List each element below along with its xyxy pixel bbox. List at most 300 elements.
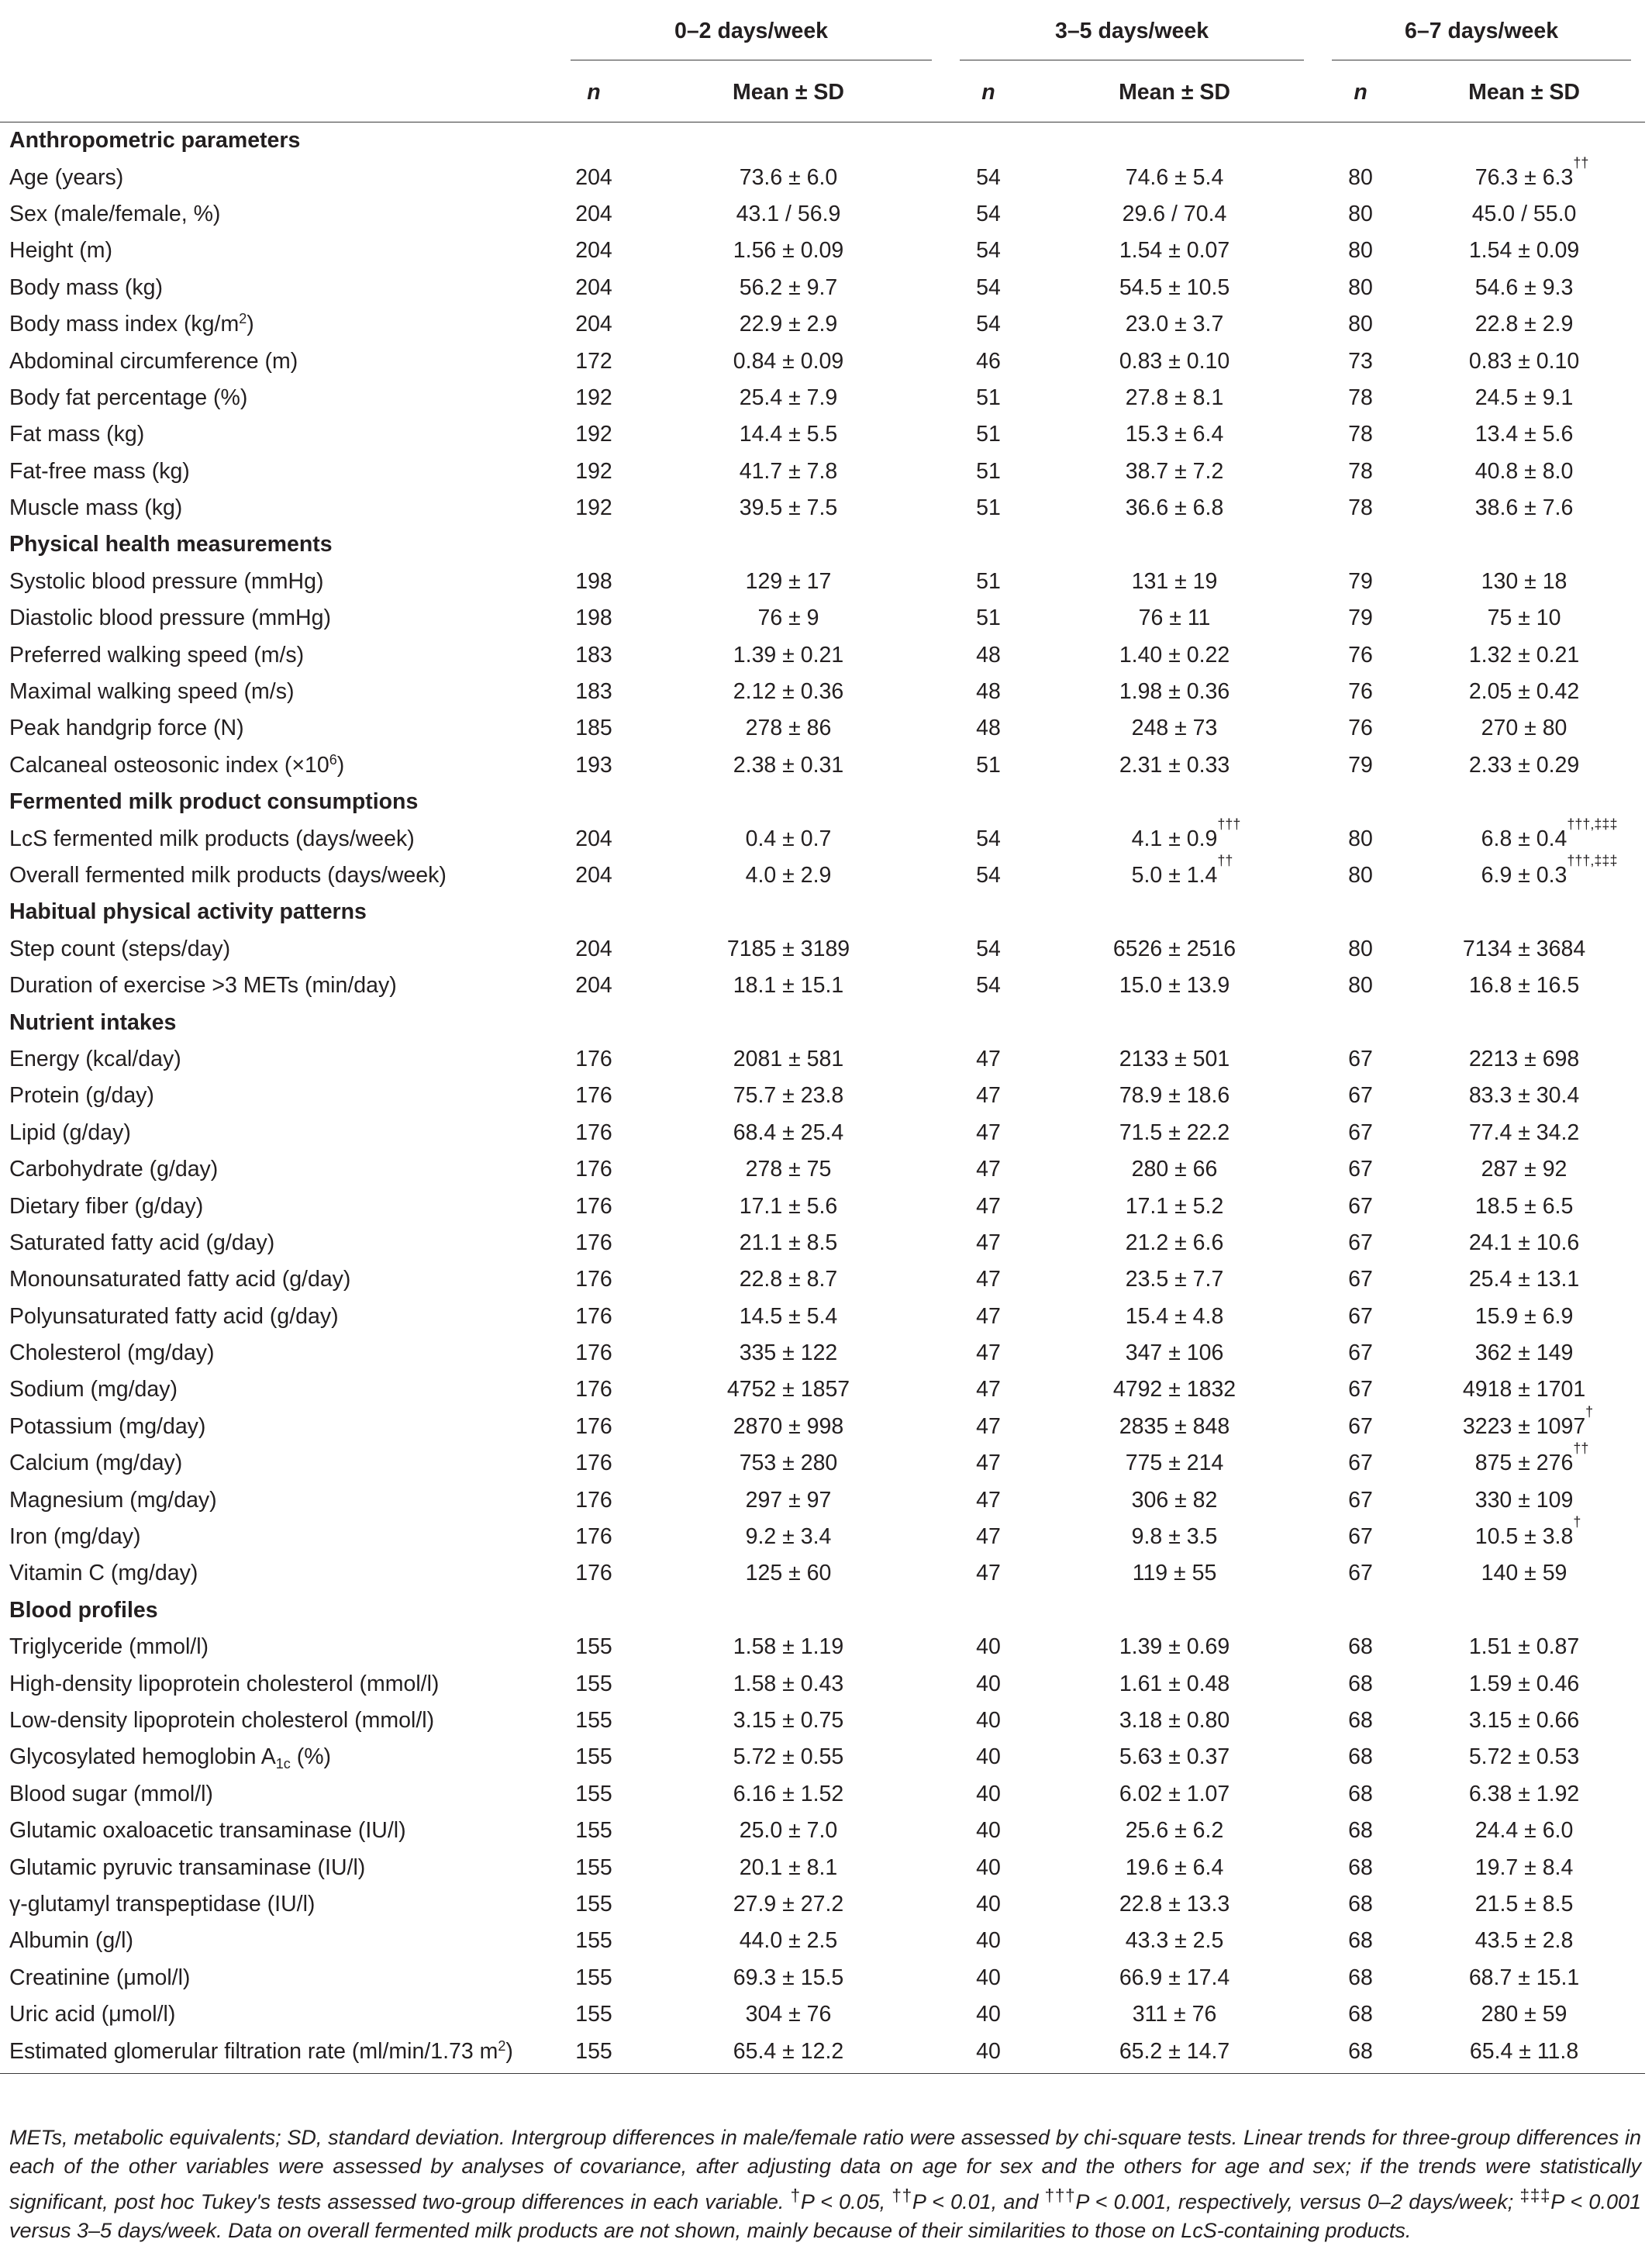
mean-sd-value: 54.5 ± 10.5	[1119, 274, 1230, 300]
n-value: 80	[1348, 238, 1373, 264]
n-value: 67	[1348, 1120, 1373, 1145]
n-value: 47	[976, 1120, 1001, 1145]
n-value: 176	[575, 1120, 612, 1145]
mean-sd-value: 248 ± 73	[1131, 716, 1218, 741]
mean-sd-value: 38.6 ± 7.6	[1474, 495, 1574, 521]
table-row	[0, 1739, 1645, 1775]
section-heading: Fermented milk product consumptions	[9, 789, 419, 815]
n-value: 40	[976, 1928, 1001, 1954]
n-value: 176	[575, 1157, 612, 1182]
n-value: 67	[1348, 1413, 1373, 1439]
mean-sd-value: 68.4 ± 25.4	[733, 1120, 844, 1145]
row-label: Age (years)	[9, 164, 124, 190]
n-value: 68	[1318, 2033, 1403, 2073]
n-value: 76	[1348, 679, 1373, 705]
significance-marker: †††,‡‡‡	[1567, 816, 1618, 832]
mean-sd-value: 1.54 ± 0.07	[1119, 238, 1230, 264]
n-value: 155	[575, 2002, 612, 2027]
n-value: 79	[1348, 568, 1373, 594]
table-row	[0, 454, 1645, 490]
row-label: Blood sugar (mmol/l)	[9, 1781, 213, 1806]
row-label: Cholesterol (mg/day)	[9, 1340, 215, 1366]
row-label: Step count (steps/day)	[9, 936, 231, 961]
mean-sd-value: 23.0 ± 3.7	[1125, 312, 1224, 337]
mean-sd-value: 9.8 ± 3.5	[1131, 1524, 1218, 1550]
n-column-header: n	[557, 63, 631, 122]
mean-sd-value: 2.31 ± 0.33	[1119, 752, 1230, 778]
mean-sd-value: 1.56 ± 0.09	[733, 238, 844, 264]
table-row	[0, 1188, 1645, 1224]
table-row	[0, 1555, 1645, 1592]
n-value: 68	[1348, 1818, 1373, 1844]
row-label: Diastolic blood pressure (mmHg)	[9, 605, 331, 631]
mean-sd-value: 75 ± 10	[1487, 605, 1561, 631]
mean-sd-value: 1.59 ± 0.46	[1468, 1671, 1580, 1696]
n-value: 51	[976, 752, 1001, 778]
row-label: Uric acid (μmol/l)	[9, 2002, 176, 2027]
mean-sd-value: 875 ± 276 ††	[1474, 1440, 1589, 1476]
mean-sd-value: 25.4 ± 13.1	[1468, 1267, 1580, 1292]
row-label: Preferred walking speed (m/s)	[9, 642, 305, 668]
mean-sd-value: 1.61 ± 0.48	[1119, 1671, 1230, 1696]
mean-sd-value: 2.38 ± 0.31	[733, 752, 844, 778]
n-value: 68	[1348, 1965, 1373, 1990]
mean-sd-value: 17.1 ± 5.2	[1125, 1193, 1224, 1219]
n-value: 47	[976, 1451, 1001, 1476]
mean-sd-value: 22.8 ± 13.3	[1119, 1891, 1230, 1917]
mean-sd-value: 129 ± 17	[745, 568, 832, 594]
n-value: 67	[1348, 1340, 1373, 1366]
n-value: 155	[575, 1707, 612, 1733]
n-value: 40	[976, 2002, 1001, 2027]
n-value: 155	[575, 1818, 612, 1844]
n-column-header: n	[946, 63, 1031, 122]
n-value: 193	[575, 752, 612, 778]
n-value: 176	[575, 1230, 612, 1255]
n-value: 155	[575, 1928, 612, 1954]
mean-sd-value: 2.33 ± 0.29	[1468, 752, 1580, 778]
n-value: 68	[1348, 1781, 1373, 1806]
n-value: 68	[1348, 1891, 1373, 1917]
mean-sd-value: 17.1 ± 5.6	[739, 1193, 838, 1219]
n-value: 183	[575, 642, 612, 668]
table-row	[0, 196, 1645, 233]
mean-sd-value: 280 ± 66	[1131, 1157, 1218, 1182]
n-value: 155	[557, 2033, 631, 2073]
row-label: Vitamin C (mg/day)	[9, 1561, 198, 1586]
mean-sd-value: 71.5 ± 22.2	[1119, 1120, 1230, 1145]
n-value: 155	[575, 1854, 612, 1880]
n-value: 198	[575, 605, 612, 631]
n-value: 67	[1348, 1451, 1373, 1476]
n-value: 40	[976, 1707, 1001, 1733]
table-row	[0, 1519, 1645, 1555]
n-value: 80	[1348, 826, 1373, 851]
mean-sd-value: 39.5 ± 7.5	[739, 495, 838, 521]
row-label: Glutamic pyruvic transaminase (IU/l)	[9, 1854, 366, 1880]
row-label: Low-density lipoprotein cholesterol (mmol/l)	[9, 1707, 435, 1733]
n-value: 54	[976, 238, 1001, 264]
mean-sd-value: 270 ± 80	[1481, 716, 1568, 741]
mean-sd-value: 1.54 ± 0.09	[1468, 238, 1580, 264]
n-value: 68	[1348, 1854, 1373, 1880]
mean-sd-value: 6.38 ± 1.92	[1468, 1781, 1580, 1806]
mean-sd-value: 56.2 ± 9.7	[739, 274, 838, 300]
row-label: Overall fermented milk products (days/week)	[9, 863, 447, 888]
mean-sd-value: 140 ± 59	[1481, 1561, 1568, 1586]
n-value: 68	[1348, 1634, 1373, 1660]
row-label: Monounsaturated fatty acid (g/day)	[9, 1267, 351, 1292]
mean-sd-value: 15.9 ± 6.9	[1474, 1303, 1574, 1329]
n-value: 40	[976, 1634, 1001, 1660]
n-value: 78	[1348, 458, 1373, 484]
table-row	[0, 1078, 1645, 1114]
row-label: Magnesium (mg/day)	[9, 1487, 217, 1513]
n-value: 67	[1348, 1230, 1373, 1255]
table-row	[0, 1482, 1645, 1518]
n-value: 47	[976, 1561, 1001, 1586]
mean-sd-value: 1.51 ± 0.87	[1468, 1634, 1580, 1660]
significance-marker: †††,‡‡‡	[1567, 853, 1618, 868]
row-label: Height (m)	[9, 238, 113, 264]
significance-marker: ††	[1573, 1440, 1589, 1457]
n-value: 47	[976, 1267, 1001, 1292]
n-value: 68	[1348, 2002, 1373, 2027]
mean-sd-value: 29.6 / 70.4	[1122, 201, 1227, 226]
n-value: 67	[1348, 1157, 1373, 1182]
n-value: 47	[976, 1193, 1001, 1219]
row-label: Systolic blood pressure (mmHg)	[9, 568, 324, 594]
mean-sd-value: 1.98 ± 0.36	[1119, 679, 1230, 705]
mean-sd-value: 3.15 ± 0.66	[1468, 1707, 1580, 1733]
row-label: Albumin (g/l)	[9, 1928, 133, 1954]
n-value: 204	[575, 164, 612, 190]
n-value: 172	[575, 348, 612, 374]
n-value: 192	[575, 458, 612, 484]
n-value: 47	[976, 1083, 1001, 1109]
mean-sd-value: 36.6 ± 6.8	[1125, 495, 1224, 521]
mean-sd-value: 65.2 ± 14.7	[1031, 2033, 1318, 2073]
mean-sd-value: 5.72 ± 0.53	[1468, 1744, 1580, 1770]
table-header	[0, 6, 1645, 122]
mean-sd-value: 14.5 ± 5.4	[739, 1303, 838, 1329]
table-row	[0, 270, 1645, 306]
row-label: Sodium (mg/day)	[9, 1377, 178, 1402]
n-value: 54	[976, 274, 1001, 300]
table-row	[0, 600, 1645, 637]
n-value: 155	[575, 1671, 612, 1696]
n-value: 67	[1348, 1046, 1373, 1071]
mean-sd-value: 5.0 ± 1.4 ††	[1131, 853, 1233, 888]
n-value: 204	[575, 826, 612, 851]
mean-sd-value: 306 ± 82	[1131, 1487, 1218, 1513]
n-value: 176	[575, 1340, 612, 1366]
n-value: 176	[575, 1193, 612, 1219]
n-value: 54	[976, 312, 1001, 337]
n-value: 176	[575, 1377, 612, 1402]
mean-sd-value: 16.8 ± 16.5	[1468, 973, 1580, 999]
table-row	[0, 820, 1645, 857]
mean-sd-value: 25.6 ± 6.2	[1125, 1818, 1224, 1844]
mean-sd-value: 362 ± 149	[1474, 1340, 1574, 1366]
table-row	[0, 233, 1645, 269]
n-value: 80	[1348, 936, 1373, 961]
n-value: 176	[575, 1524, 612, 1550]
mean-sd-value: 131 ± 19	[1131, 568, 1218, 594]
mean-sd-value: 3.18 ± 0.80	[1119, 1707, 1230, 1733]
n-value: 47	[976, 1046, 1001, 1071]
mean-sd-value: 9.2 ± 3.4	[745, 1524, 832, 1550]
n-value: 47	[976, 1157, 1001, 1182]
n-value: 40	[976, 1671, 1001, 1696]
mean-sd-value: 10.5 ± 3.8 †	[1474, 1514, 1581, 1550]
n-column-header: n	[1318, 63, 1403, 122]
n-value: 73	[1348, 348, 1373, 374]
n-value: 47	[976, 1377, 1001, 1402]
n-value: 40	[976, 1891, 1001, 1917]
mean-sd-value: 2081 ± 581	[733, 1046, 844, 1071]
mean-sd-value: 15.3 ± 6.4	[1125, 422, 1224, 447]
mean-sd-column-header: Mean ± SD	[1403, 63, 1645, 122]
mean-sd-value: 3223 ± 1097 †	[1462, 1403, 1594, 1439]
mean-sd-value: 347 ± 106	[1125, 1340, 1224, 1366]
row-label: Fat-free mass (kg)	[9, 458, 190, 484]
n-value: 51	[976, 605, 1001, 631]
row-label: Abdominal circumference (m)	[9, 348, 298, 374]
n-value: 78	[1348, 495, 1373, 521]
n-value: 176	[575, 1413, 612, 1439]
n-value: 48	[976, 679, 1001, 705]
n-value: 176	[575, 1451, 612, 1476]
n-value: 68	[1348, 1928, 1373, 1954]
row-label: Duration of exercise >3 METs (min/day)	[9, 973, 397, 999]
mean-sd-value: 68.7 ± 15.1	[1468, 1965, 1580, 1990]
n-value: 54	[976, 863, 1001, 888]
n-value: 155	[575, 1744, 612, 1770]
mean-sd-value: 74.6 ± 5.4	[1125, 164, 1224, 190]
mean-sd-value: 6.02 ± 1.07	[1119, 1781, 1230, 1806]
table-footnote: METs, metabolic equivalents; SD, standard deviation. Intergroup differences in male/female ratio were assessed by chi-square tests. Linear trends for three-group differences in each of the other variables were assessed by analyses of covariance, after adjusting data on age for sex and the others for age and sex; if the trends were statistically significant, post hoc Tukey's tests assessed two-group differences in each variable. †P < 0.05, ††P < 0.01, and †††P < 0.001, respectively, versus 0–2 days/week; ‡‡‡P < 0.001 versus 3–5 days/week. Data on overall fermented milk products are not shown, mainly because of their similarities to those on LcS-containing products.	[9, 2126, 1641, 2242]
mean-sd-value: 130 ± 18	[1481, 568, 1568, 594]
mean-sd-value: 2.12 ± 0.36	[733, 679, 844, 705]
n-value: 80	[1348, 973, 1373, 999]
mean-sd-value: 66.9 ± 17.4	[1119, 1965, 1230, 1990]
table-row	[0, 306, 1645, 343]
significance-marker: †††	[1217, 816, 1241, 832]
n-value: 204	[575, 238, 612, 264]
row-label: Calcium (mg/day)	[9, 1451, 183, 1476]
mean-sd-value: 2835 ± 848	[1119, 1413, 1230, 1439]
mean-sd-value: 19.6 ± 6.4	[1125, 1854, 1224, 1880]
table-row	[0, 1703, 1645, 1739]
n-value: 155	[575, 1965, 612, 1990]
table-row	[0, 1115, 1645, 1151]
n-value: 51	[976, 568, 1001, 594]
mean-sd-value: 38.7 ± 7.2	[1125, 458, 1224, 484]
n-value: 80	[1348, 863, 1373, 888]
n-value: 185	[575, 716, 612, 741]
n-value: 204	[575, 312, 612, 337]
mean-sd-value: 21.2 ± 6.6	[1125, 1230, 1224, 1255]
significance-marker: †	[1585, 1403, 1594, 1420]
table-row	[0, 1299, 1645, 1335]
table-row	[0, 490, 1645, 526]
mean-sd-value: 335 ± 122	[739, 1340, 838, 1366]
table-row	[0, 1996, 1645, 2033]
row-label: Triglyceride (mmol/l)	[9, 1634, 209, 1660]
n-value: 67	[1348, 1303, 1373, 1329]
n-value: 176	[575, 1267, 612, 1292]
table-row	[0, 1335, 1645, 1371]
mean-sd-value: 297 ± 97	[745, 1487, 832, 1513]
row-label: Muscle mass (kg)	[9, 495, 183, 521]
header-blank	[0, 63, 557, 122]
mean-sd-value: 15.0 ± 13.9	[1119, 973, 1230, 999]
n-value: 47	[976, 1487, 1001, 1513]
mean-sd-value: 69.3 ± 15.5	[733, 1965, 844, 1990]
mean-sd-value: 78.9 ± 18.6	[1119, 1083, 1230, 1109]
n-value: 51	[976, 385, 1001, 410]
mean-sd-value: 27.8 ± 8.1	[1125, 385, 1224, 410]
table-row	[0, 1445, 1645, 1482]
n-value: 198	[575, 568, 612, 594]
n-value: 54	[976, 973, 1001, 999]
mean-sd-value: 14.4 ± 5.5	[739, 422, 838, 447]
row-label: Saturated fatty acid (g/day)	[9, 1230, 275, 1255]
mean-sd-value: 23.5 ± 7.7	[1125, 1267, 1224, 1292]
n-value: 76	[1348, 642, 1373, 668]
group-header-0-2: 0–2 days/week	[557, 6, 946, 63]
n-value: 40	[976, 1781, 1001, 1806]
mean-sd-value: 2870 ± 998	[733, 1413, 844, 1439]
mean-sd-value: 287 ± 92	[1481, 1157, 1568, 1182]
table-row	[0, 564, 1645, 600]
mean-sd-value: 77.4 ± 34.2	[1468, 1120, 1580, 1145]
row-label: Fat mass (kg)	[9, 422, 145, 447]
mean-sd-value: 304 ± 76	[745, 2002, 832, 2027]
n-value: 46	[976, 348, 1001, 374]
mean-sd-value: 22.8 ± 2.9	[1474, 312, 1574, 337]
mean-sd-value: 3.15 ± 0.75	[733, 1707, 844, 1733]
table-row	[0, 674, 1645, 710]
table-row	[0, 857, 1645, 894]
table-row	[0, 1629, 1645, 1665]
table-row	[0, 1041, 1645, 1078]
n-value: 48	[976, 716, 1001, 741]
significance-marker: ††	[1217, 853, 1233, 868]
n-value: 204	[575, 863, 612, 888]
n-value: 80	[1348, 312, 1373, 337]
row-label: Carbohydrate (g/day)	[9, 1157, 219, 1182]
mean-sd-value: 25.4 ± 7.9	[739, 385, 838, 410]
row-label: Protein (g/day)	[9, 1083, 154, 1109]
table-row	[0, 2033, 1645, 2073]
mean-sd-value: 5.72 ± 0.55	[733, 1744, 844, 1770]
n-value: 68	[1348, 1671, 1373, 1696]
mean-sd-value: 753 ± 280	[739, 1451, 838, 1476]
table-body	[0, 122, 1645, 2074]
table-row	[0, 380, 1645, 416]
significance-marker: †	[1573, 1514, 1581, 1530]
mean-sd-value: 43.3 ± 2.5	[1125, 1928, 1224, 1954]
row-label: Energy (kcal/day)	[9, 1046, 181, 1071]
row-label: Iron (mg/day)	[9, 1524, 141, 1550]
n-value: 47	[976, 1230, 1001, 1255]
n-value: 67	[1348, 1083, 1373, 1109]
n-value: 48	[976, 642, 1001, 668]
mean-sd-column-header: Mean ± SD	[1031, 63, 1318, 122]
mean-sd-value: 125 ± 60	[745, 1561, 832, 1586]
row-label: Body fat percentage (%)	[9, 385, 248, 410]
mean-sd-value: 22.9 ± 2.9	[739, 312, 838, 337]
section-heading: Blood profiles	[9, 1597, 158, 1623]
n-value: 176	[575, 1487, 612, 1513]
table-row	[0, 1371, 1645, 1408]
mean-sd-value: 22.8 ± 8.7	[739, 1267, 838, 1292]
mean-sd-value: 24.5 ± 9.1	[1474, 385, 1574, 410]
mean-sd-value: 40.8 ± 8.0	[1474, 458, 1574, 484]
mean-sd-value: 4752 ± 1857	[726, 1377, 850, 1402]
table-row	[0, 1261, 1645, 1298]
n-value: 76	[1348, 716, 1373, 741]
n-value: 51	[976, 458, 1001, 484]
n-value: 79	[1348, 752, 1373, 778]
section-heading: Physical health measurements	[9, 532, 333, 557]
header-blank	[0, 6, 557, 63]
mean-sd-value: 1.39 ± 0.69	[1119, 1634, 1230, 1660]
mean-sd-value: 45.0 / 55.0	[1471, 201, 1577, 226]
mean-sd-value: 280 ± 59	[1481, 2002, 1568, 2027]
n-value: 204	[575, 274, 612, 300]
n-value: 192	[575, 385, 612, 410]
row-label: Calcaneal osteosonic index $(\times 10^6)$	[9, 751, 345, 778]
mean-sd-value: 1.32 ± 0.21	[1468, 642, 1580, 668]
mean-sd-value: 18.5 ± 6.5	[1474, 1193, 1574, 1219]
mean-sd-value: 1.39 ± 0.21	[733, 642, 844, 668]
n-value: 47	[976, 1340, 1001, 1366]
mean-sd-value: 1.58 ± 0.43	[733, 1671, 844, 1696]
n-value: 51	[976, 495, 1001, 521]
n-value: 40	[976, 1744, 1001, 1770]
mean-sd-value: 83.3 ± 30.4	[1468, 1083, 1580, 1109]
mean-sd-value: 7185 ± 3189	[726, 936, 850, 961]
n-value: 204	[575, 201, 612, 226]
mean-sd-value: 0.84 ± 0.09	[733, 348, 844, 374]
mean-sd-value: 21.1 ± 8.5	[739, 1230, 838, 1255]
mean-sd-value: 0.4 ± 0.7	[745, 826, 832, 851]
mean-sd-value: 54.6 ± 9.3	[1474, 274, 1574, 300]
mean-sd-value: 73.6 ± 6.0	[739, 164, 838, 190]
mean-sd-value: 19.7 ± 8.4	[1474, 1854, 1574, 1880]
table-row	[0, 1409, 1645, 1445]
row-label: Body mass index $(kg/m^2)$	[9, 311, 254, 337]
row-label: Glutamic oxaloacetic transaminase (IU/l)	[9, 1818, 406, 1844]
table-row	[0, 1776, 1645, 1813]
mean-sd-value: 15.4 ± 4.8	[1125, 1303, 1224, 1329]
mean-sd-value: 65.4 ± 11.8	[1403, 2033, 1645, 2073]
mean-sd-value: 44.0 ± 2.5	[739, 1928, 838, 1954]
n-value: 183	[575, 679, 612, 705]
n-value: 80	[1348, 201, 1373, 226]
n-value: 67	[1348, 1377, 1373, 1402]
n-value: 68	[1348, 1707, 1373, 1733]
table-row	[0, 1886, 1645, 1923]
mean-sd-value: 43.1 / 56.9	[736, 201, 841, 226]
row-label: Estimated glomerular filtration rate (ml/min/1.73 $m^2$)	[0, 2033, 557, 2073]
n-value: 155	[575, 1891, 612, 1917]
table-row	[0, 968, 1645, 1004]
mean-sd-value: 119 ± 55	[1132, 1561, 1217, 1586]
